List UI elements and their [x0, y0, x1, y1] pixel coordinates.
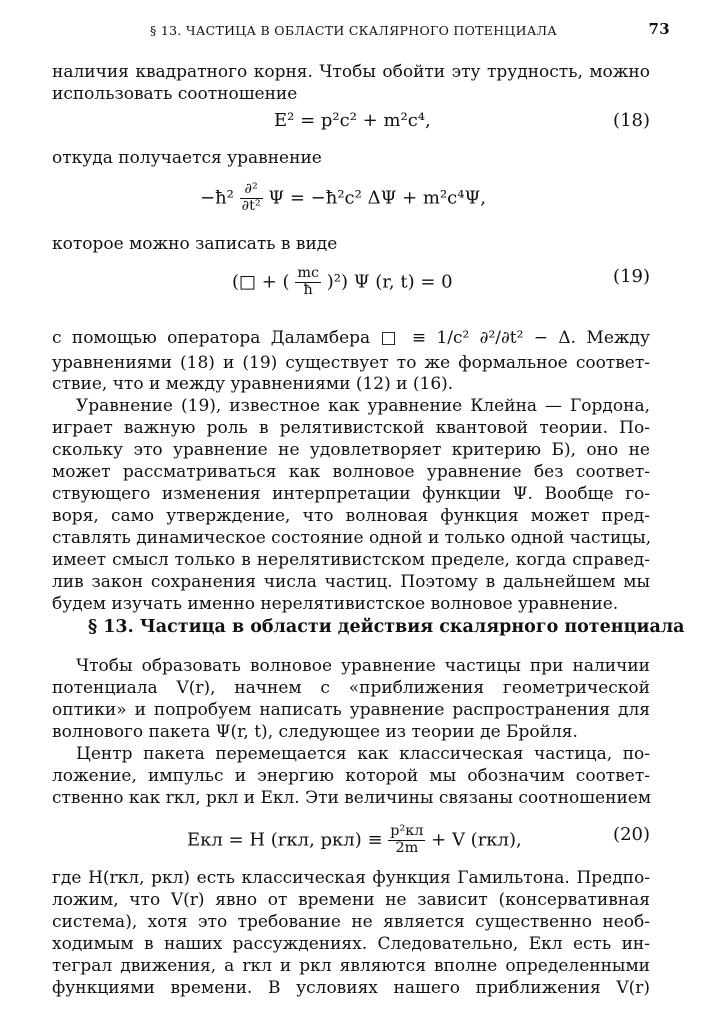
running-header — [150, 20, 670, 44]
equation-number: (20) — [613, 824, 650, 845]
equation-body — [232, 266, 453, 299]
text-line: Чтобы образовать волновое уравнение частицы при наличии — [76, 656, 650, 676]
frac-numerator: mc — [297, 265, 320, 281]
text-line: система), хотя это требование не является существенно необ- — [52, 912, 650, 932]
text-line: может рассматриваться как волновое уравнение без соответ- — [52, 462, 650, 482]
text-line: играет важную роль в релятивистской квантовой теории. По- — [52, 418, 650, 438]
eq-right: )²) Ψ (r, t) = 0 — [326, 271, 453, 293]
text-line: скольку это уравнение не удовлетворяет критерию Б), оно не — [52, 440, 650, 460]
section-heading: § 13. Частица в области действия скалярного потенциала — [88, 617, 685, 637]
text-line: будем изучать именно нерелятивистское волновое уравнение. — [52, 594, 619, 614]
text-line: использовать соотношение — [52, 84, 298, 104]
text-line: которое можно записать в виде — [52, 234, 338, 254]
eq-right: Ψ = −ħ²c² ΔΨ + m²c⁴Ψ, — [268, 187, 486, 209]
text-line: откуда получается уравнение — [52, 148, 322, 168]
text-line: потенциала V(r), начнем с «приближения геометрической — [52, 678, 650, 698]
text-line: наличия квадратного корня. Чтобы обойти эту трудность, можно — [52, 62, 650, 82]
equation-19 — [52, 262, 650, 296]
text-line: функциями времени. В условиях нашего приближения V(r) — [52, 978, 650, 998]
eq-fraction — [240, 182, 263, 215]
equation-18 — [52, 106, 650, 140]
text-line: ственно как rкл, pкл и Eкл. Эти величины связаны соотношением — [52, 788, 652, 808]
equation-body — [187, 824, 522, 857]
text-line: воря, само утверждение, что волновая функция может пред- — [52, 506, 650, 526]
eq-fraction — [388, 824, 425, 857]
text-line: ствие, что и между уравнениями (12) и (16). — [52, 374, 454, 394]
equation-number: (18) — [613, 110, 650, 131]
eq-left: Eкл = H (rкл, pкл) ≡ — [187, 829, 389, 851]
text-line: ложим, что V(r) явно от времени не зависит (консервативная — [52, 890, 650, 910]
frac-denominator: 2m — [395, 839, 419, 856]
text-line: уравнениями (18) и (19) существует то же формальное соответ- — [52, 353, 650, 373]
text-line: ложение, импульс и энергию которой мы обозначим соответ- — [52, 766, 650, 786]
frac-numerator: p²кл — [390, 823, 424, 839]
text-line: лив закон сохранения числа частиц. Поэтому в дальнейшем мы — [52, 572, 650, 592]
equation-body: E² = p²c² + m²c⁴, — [274, 110, 431, 131]
frac-numerator: ∂² — [240, 182, 263, 199]
eq-right: + V (rкл), — [431, 829, 522, 851]
text-line: с помощью оператора Даламбера □ ≡ 1/c² ∂²/∂t² − Δ. Между — [52, 328, 650, 348]
text-line: Уравнение (19), известное как уравнение Клейна — Гордона, — [76, 396, 650, 416]
text-line: оптики» и попробуем написать уравнение распространения для — [52, 700, 650, 720]
text-line: Центр пакета перемещается как классическая частица, по- — [76, 744, 650, 764]
frac-denominator: ∂t² — [241, 197, 261, 214]
frac-denominator: ħ — [303, 281, 313, 298]
eq-fraction — [295, 266, 321, 299]
text-line: ставлять динамическое состояние одной и только одной частицы, — [52, 528, 652, 548]
equation-body — [200, 182, 486, 215]
text-line: имеет смысл только в нерелятивистском пределе, когда справед- — [52, 550, 650, 570]
text-line: теграл движения, а rкл и pкл являются вполне определенными — [52, 956, 650, 976]
text-line: где H(rкл, pкл) есть классическая функция Гамильтона. Предпо- — [52, 868, 650, 888]
equation-unnumbered — [52, 178, 650, 212]
text-line: ходимым в наших рассуждениях. Следовательно, Eкл есть ин- — [52, 934, 650, 954]
eq-left: −ħ² — [200, 187, 234, 209]
page-number: 73 — [648, 20, 670, 38]
equation-20 — [52, 820, 650, 854]
text-line: ствующего изменения интерпретации функции Ψ. Вообще го- — [52, 484, 650, 504]
text-line: волнового пакета Ψ(r, t), следующее из теории де Бройля. — [52, 722, 578, 742]
header-title: § 13. ЧАСТИЦА В ОБЛАСТИ СКАЛЯРНОГО ПОТЕНЦИАЛА — [150, 23, 558, 38]
eq-left: (□ + ( — [232, 271, 290, 293]
equation-number: (19) — [613, 266, 650, 287]
